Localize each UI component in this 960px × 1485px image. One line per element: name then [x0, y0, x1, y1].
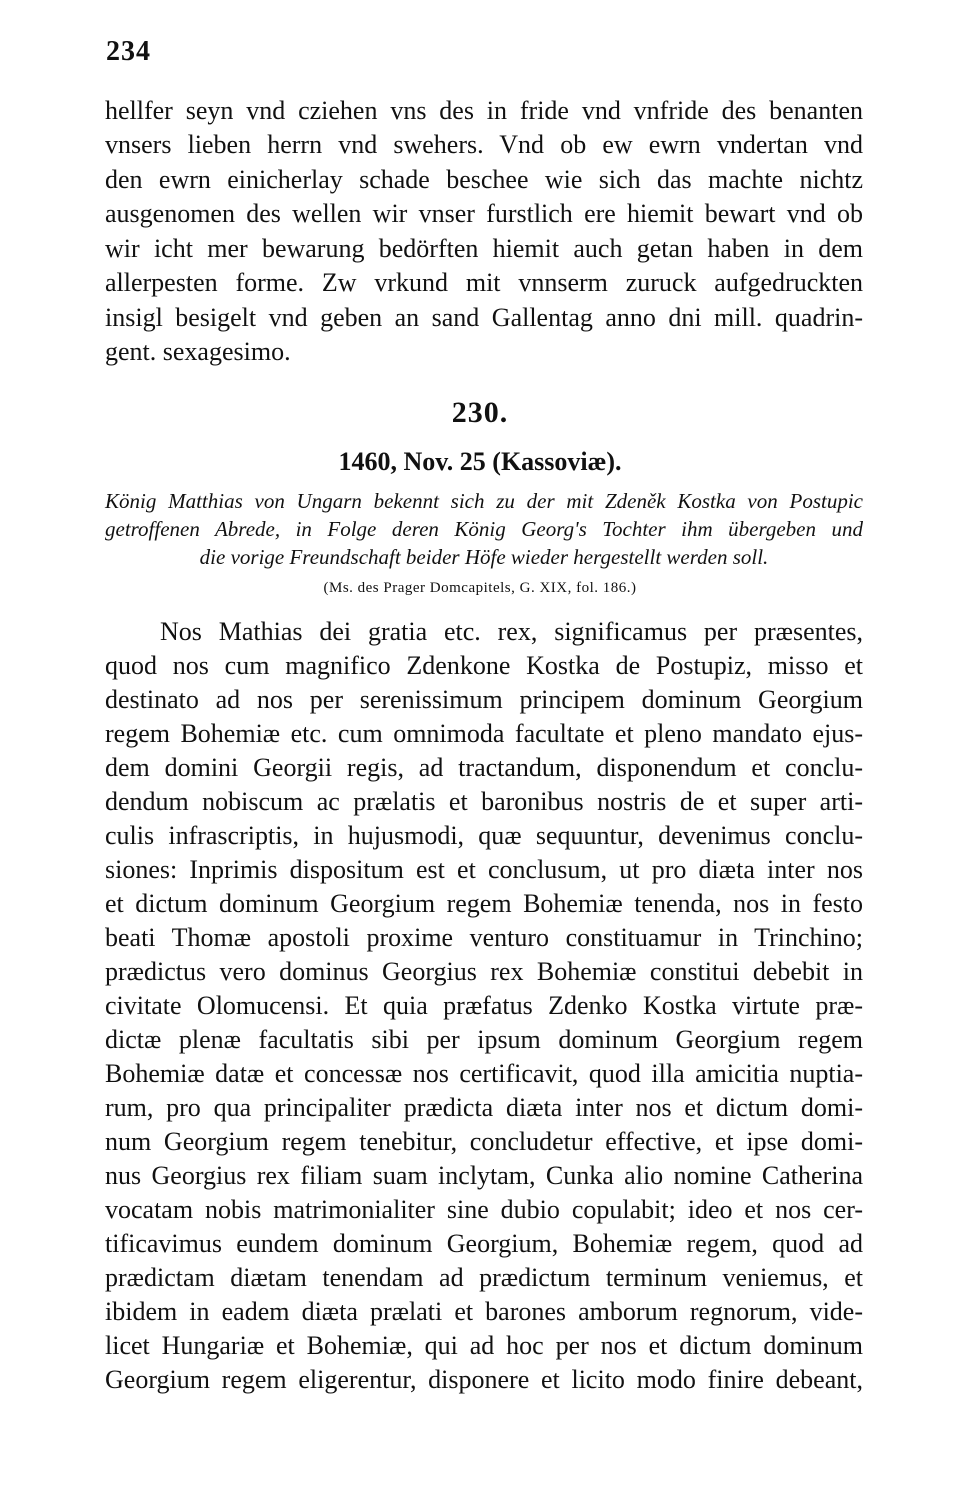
text-line: culis infrascriptis, in hujusmodi, quæ sequuntur, devenimus conclu- [105, 821, 863, 850]
text-line: ibidem in eadem diæta prælati et barones amborum regnorum, vide- [105, 1297, 863, 1326]
text-line: Georgium regem eligerentur, disponere et licito modo finire debeant, [105, 1365, 863, 1394]
text-line: hellfer seyn vnd cziehen vns des in fride vnd vnfride des benanten [105, 96, 863, 125]
text-line: tificavimus eundem dominum Georgium, Bohemiæ regem, quod ad [105, 1229, 863, 1258]
document-date: 1460, Nov. 25 (Kassoviæ). [338, 447, 622, 476]
summary-line: getroffenen Abrede, in Folge deren König Georg's Tochter ihm übergeben und [105, 517, 863, 541]
text-line: vocatam nobis matrimonialiter sine dubio copulabit; ideo et nos cer- [105, 1195, 863, 1224]
text-line: quod nos cum magnifico Zdenkone Kostka de Postupiz, misso et [105, 651, 863, 680]
text-line: regem Bohemiæ etc. cum omnimoda facultate et pleno mandato ejus- [105, 719, 863, 748]
text-line: beati Thomæ apostoli proxime venturo constituamur in Trinchino; [105, 923, 863, 952]
text-line: prædictam diætam tenendam ad prædictum terminum veniemus, et [105, 1263, 863, 1292]
text-line: dictæ plenæ facultatis sibi per ipsum dominum Georgium regem [105, 1025, 863, 1054]
text-line: ausgenomen des wellen wir vnser furstlich ere hiemit bewart vnd ob [105, 199, 863, 228]
text-line: wir icht mer bewarung bedörften hiemit auch getan haben in dem [105, 234, 863, 263]
text-line: Bohemiæ datæ et concessæ nos certificavit, quod illa amicitia nuptia- [105, 1059, 863, 1088]
text-line: rum, pro qua principaliter prædicta diæta inter nos et dictum domi- [105, 1093, 863, 1122]
text-line: dem domini Georgii regis, ad tractandum, disponendum et conclu- [105, 753, 863, 782]
text-line: vnsers lieben herrn vnd swehers. Vnd ob ew ewrn vndertan vnd [105, 130, 863, 159]
text-line: siones: Inprimis dispositum est et conclusum, ut pro diæta inter nos [105, 855, 863, 884]
source-reference: (Ms. des Prager Domcapitels, G. XIX, fol. 186.) [323, 580, 637, 596]
text-line: dendum nobiscum ac prælatis et baronibus nostris de et super arti- [105, 787, 863, 816]
text-line: nus Georgius rex filiam suam inclytam, Cunka alio nomine Catherina [105, 1161, 863, 1190]
document-number: 230. [451, 396, 509, 429]
page-number: 234 [106, 36, 151, 67]
text-line: insigl besigelt vnd geben an sand Gallentag anno dni mill. quadrin- [105, 303, 863, 332]
text-line: den ewrn einicherlay schade beschee wie sich das machte nichtz [105, 165, 863, 194]
text-line: et dictum dominum Georgium regem Bohemiæ tenenda, nos in festo [105, 889, 863, 918]
text-line: civitate Olomucensi. Et quia præfatus Zdenko Kostka virtute præ- [105, 991, 863, 1020]
text-line: prædictus vero dominus Georgius rex Bohemiæ constitui debebit in [105, 957, 863, 986]
text-line: Nos Mathias dei gratia etc. rex, significamus per præsentes, [160, 617, 863, 646]
text-line: licet Hungariæ et Bohemiæ, qui ad hoc per nos et dictum dominum [105, 1331, 863, 1360]
text-line: destinato ad nos per serenissimum principem dominum Georgium [105, 685, 863, 714]
summary-line: die vorige Freundschaft beider Höfe wieder hergestellt werden soll. [199, 545, 769, 569]
summary-line: König Matthias von Ungarn bekennt sich zu der mit Zdeněk Kostka von Postupic [105, 489, 863, 513]
text-line: allerpesten forme. Zw vrkund mit vnnserm zuruck aufgedruckten [105, 268, 863, 297]
text-line: num Georgium regem tenebitur, concludetur effective, et ipse domi- [105, 1127, 863, 1156]
text-line: gent. sexagesimo. [105, 337, 291, 366]
